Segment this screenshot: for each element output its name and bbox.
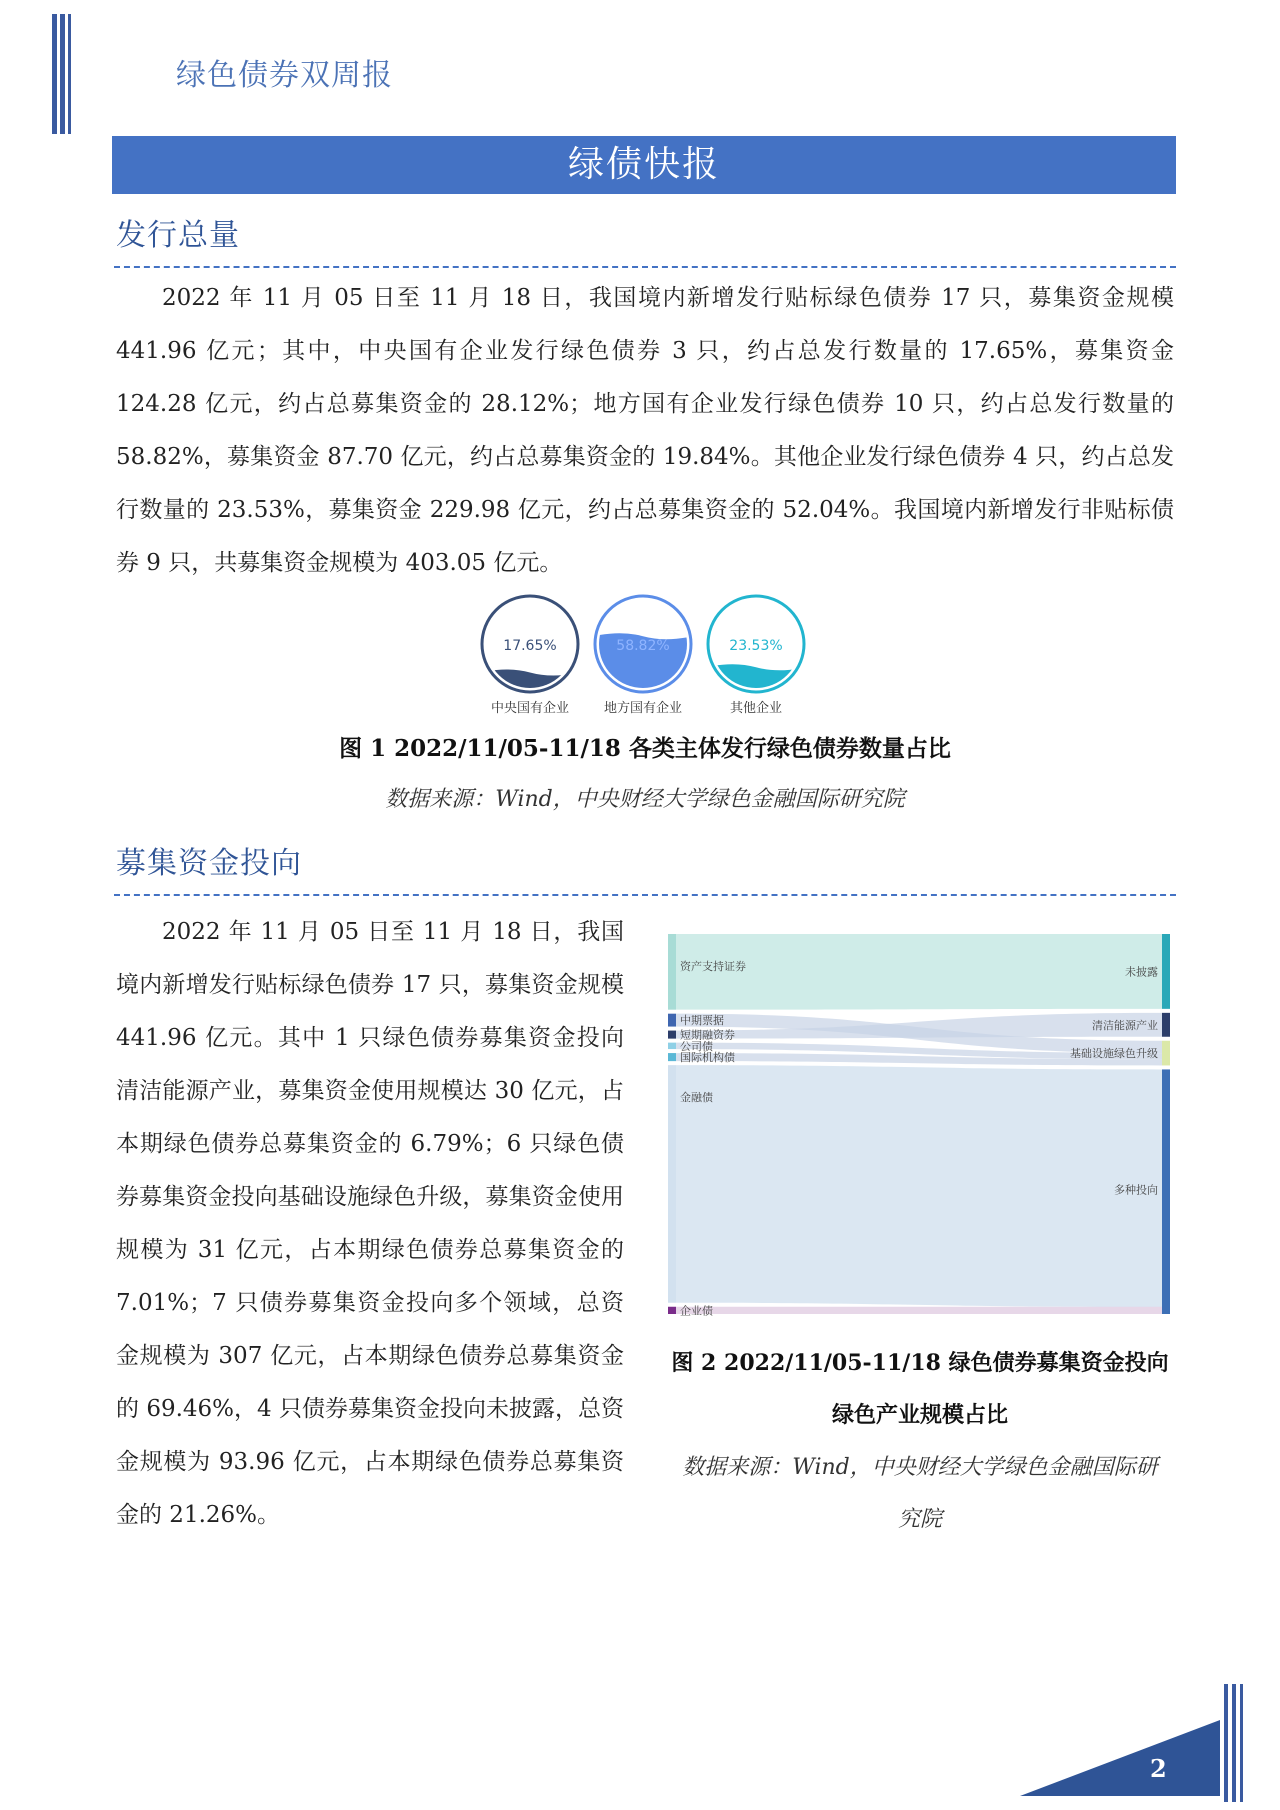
sankey-link (676, 1065, 1162, 1307)
footer-triangle (1020, 1720, 1220, 1796)
corner-bar (1240, 1684, 1243, 1802)
bubble-value-label: 23.53% (729, 638, 783, 654)
sankey-link (676, 1307, 1162, 1314)
sankey-source-node (668, 1065, 676, 1303)
sankey-chart (664, 932, 1174, 1316)
sankey-target-node (1162, 1069, 1170, 1314)
bubble-value-label: 58.82% (616, 638, 670, 654)
bubble-value-label: 17.65% (503, 638, 557, 654)
figure2-caption-line1: 图 2 2022/11/05-11/18 绿色债券募集资金投向 (671, 1350, 1169, 1376)
bubble (480, 596, 580, 716)
paragraph-issuance: 2022 年 11 月 05 日至 11 月 18 日，我国境内新增发行贴标绿色债券 17 只，募集资金规模 441.96 亿元；其中，中央国有企业发行绿色债券 3 只，约占总发行数量的 17.65%，募集资金 124.28 亿元，约占总募集资金的 28.12%；地方国有企业发行绿色债券 10 只，约占总发行数量的 58.82%，募集资金 87.70 亿元，约占总募集资金的 19.84%。其他企业发行绿色债券 4 只，约占总发行数量的 23.53%，募集资金 229.98 亿元，约占总募集资金的 52.04%。我国境内新增发行非贴标债券 9 只，共募集资金规模为 403.05 亿元。 (116, 285, 1174, 576)
figure1-source: 数据来源：Wind，中央财经大学绿色金融国际研究院 (385, 787, 905, 812)
sankey-target-label: 清洁能源产业 (1092, 1018, 1158, 1032)
sankey-source-label: 金融债 (680, 1091, 713, 1105)
paragraph-use-of-proceeds: 2022 年 11 月 05 日至 11 月 18 日，我国境内新增发行贴标绿色债券 17 只，募集资金规模 441.96 亿元。其中 1 只绿色债券募集资金投向清洁能源产业，募集资金使用规模达 30 亿元，占本期绿色债券总募集资金的 6.79%；6 只绿色债券募集资金投向基础设施绿色升级，募集资金使用规模为 31 亿元，占本期绿色债券总募集资金的 7.01%；7 只债券募集资金投向多个领域，总资金规模为 307 亿元，占本期绿色债券总募集资金的 69.46%，4 只债券募集资金投向未披露，总资金规模为 93.96 亿元，占本期绿色债券总募集资金的 21.26%。 (116, 919, 624, 1528)
sankey-source-node (668, 1053, 676, 1061)
sankey-link (676, 934, 1162, 1010)
sankey-source-node (668, 1307, 676, 1314)
sankey-target-node (1162, 1013, 1170, 1037)
sankey-source-label: 国际机构债 (680, 1051, 735, 1065)
page-number: 2 (1150, 1754, 1167, 1783)
sankey-source-node (668, 1043, 676, 1049)
corner-bar (52, 14, 57, 134)
corner-bar (1232, 1684, 1236, 1802)
bubble-chart (470, 588, 820, 718)
corner-bar (1224, 1684, 1228, 1802)
section-title-issuance: 发行总量 (116, 218, 240, 253)
figure2-source-line1: 数据来源：Wind，中央财经大学绿色金融国际研 (682, 1455, 1158, 1480)
sankey-source-label: 资产支持证券 (680, 960, 746, 973)
sankey-target-node (1162, 1041, 1170, 1066)
sankey-source-label: 公司债 (680, 1039, 713, 1053)
sankey-source-label: 中期票据 (680, 1014, 724, 1028)
sankey-target-label: 多种投向 (1114, 1183, 1158, 1197)
section-divider (114, 266, 1176, 268)
sankey-source-label: 短期融资券 (680, 1028, 735, 1042)
bubble (593, 596, 693, 716)
figure1-caption: 图 1 2022/11/05-11/18 各类主体发行绿色债券数量占比 (339, 735, 951, 762)
section-divider (114, 894, 1176, 896)
figure2-caption-line2: 绿色产业规模占比 (831, 1402, 1008, 1428)
sankey-source-node (668, 1014, 676, 1027)
sankey-target-label: 未披露 (1125, 965, 1158, 979)
sankey-target-node (1162, 934, 1170, 1009)
sankey-target-label: 基础设施绿色升级 (1070, 1047, 1158, 1061)
sankey-source-label: 企业债 (680, 1304, 713, 1316)
corner-bar (60, 14, 65, 134)
bubble-name-label: 中央国有企业 (490, 701, 570, 716)
figure2-source-line2: 究院 (897, 1507, 942, 1532)
bubble (706, 596, 806, 716)
report-title: 绿色债券双周报 (176, 58, 393, 93)
bubble-name-label: 其他企业 (729, 701, 783, 716)
corner-bar (68, 14, 71, 134)
sankey-source-node (668, 934, 676, 1010)
section-title-use-of-proceeds: 募集资金投向 (116, 846, 302, 881)
bubble-name-label: 地方国有企业 (603, 701, 683, 716)
sankey-source-node (668, 1031, 676, 1039)
banner-title: 绿债快报 (112, 136, 1176, 194)
